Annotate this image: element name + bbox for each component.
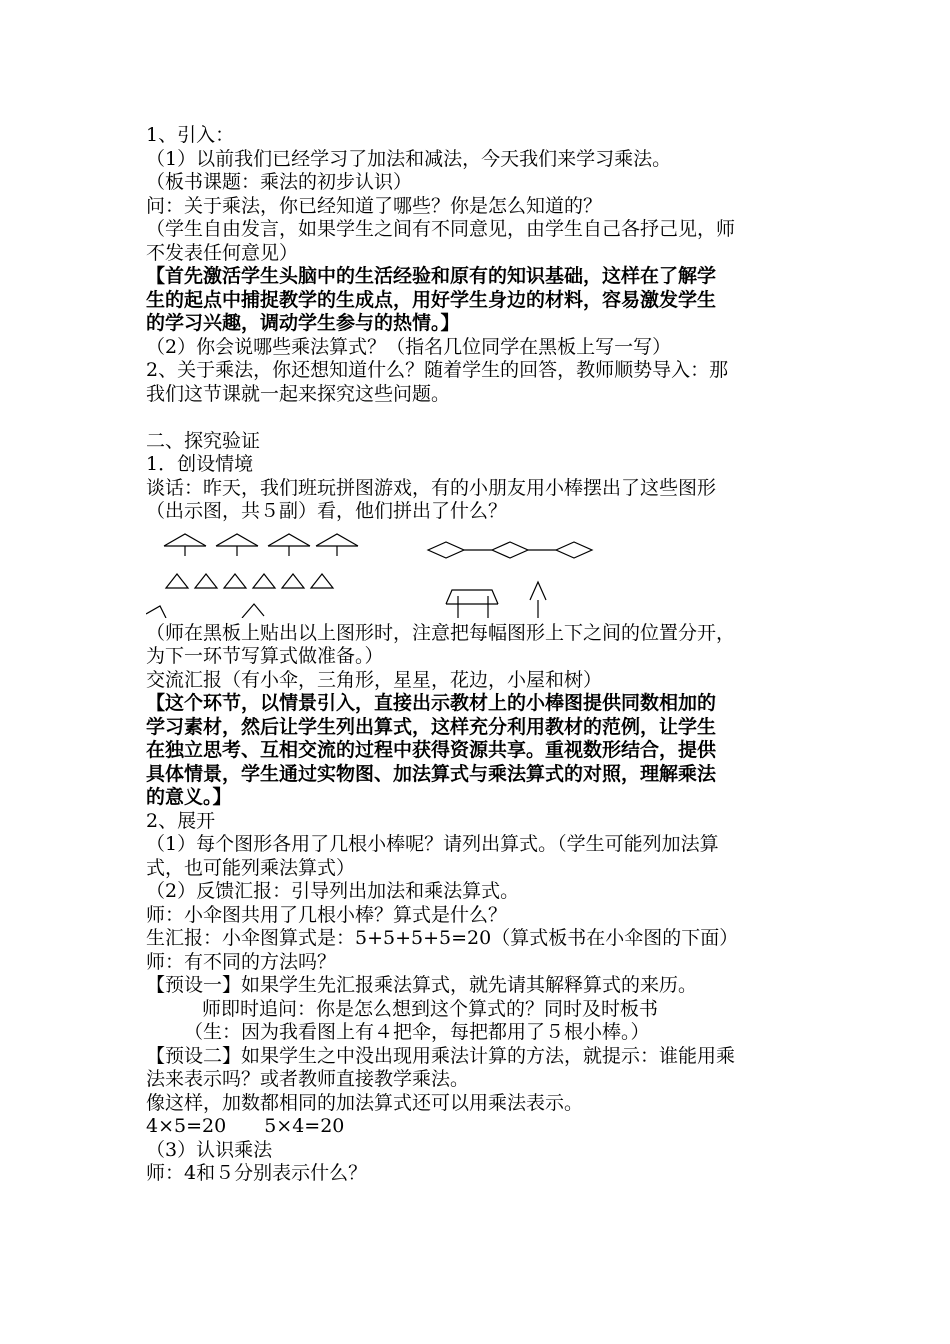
commentary-bold: 生的起点中捕捉教学的生成点，用好学生身边的材料，容易激发学生 (146, 288, 717, 311)
umbrella-icon (164, 534, 206, 556)
paragraph-indented: 师即时追问：你是怎么想到这个算式的？同时及时板书 (202, 997, 659, 1020)
triangle-icon (311, 574, 333, 588)
triangle-icon (166, 574, 188, 588)
paragraph: （3）认识乘法 (146, 1138, 273, 1161)
triangle-icon (253, 574, 275, 588)
star-icon (242, 604, 264, 618)
umbrella-icon (268, 534, 310, 556)
commentary-bold: 【这个环节，以情景引入，直接出示教材上的小棒图提供同数相加的 (146, 692, 717, 714)
equation-line: 4×5=20 5×4=20 (146, 1115, 345, 1137)
subsection-heading: 1．创设情境 (146, 453, 254, 475)
paragraph: （板书课题：乘法的初步认识） (146, 171, 413, 193)
diamond-icon (428, 542, 464, 558)
paragraph-indented: （生：因为我看图上有４把伞，每把都用了５根小棒。） (184, 1021, 650, 1043)
section-heading: 二、探究验证 (146, 429, 261, 452)
heading-intro: 1、引入： (146, 124, 235, 146)
commentary-bold: 在独立思考、互相交流的过程中获得资源共享。重视数形结合，提供 (146, 739, 717, 761)
paragraph: 我们这节课就一起来探究这些问题。 (146, 382, 451, 405)
paragraph: （2）反馈汇报：引导列出加法和乘法算式。 (146, 880, 520, 902)
stick-figures (146, 526, 816, 618)
paragraph: 【预设一】如果学生先汇报乘法算式，就先请其解释算式的来历。 (146, 974, 698, 996)
diamond-icon (556, 542, 592, 558)
paragraph: 师：有不同的方法吗？ (146, 950, 337, 973)
commentary-bold: 学习素材，然后让学生列出算式，这样充分利用教材的范例，让学生 (146, 715, 717, 738)
umbrella-icon (316, 534, 358, 556)
triangle-icon (195, 574, 217, 588)
commentary-bold: 的意义。】 (146, 786, 232, 808)
triangle-icon (282, 574, 304, 588)
paragraph: 式，也可能列乘法算式） (146, 856, 356, 879)
paragraph: 师：小伞图共用了几根小棒？算式是什么？ (146, 903, 508, 926)
overlap-region (146, 622, 816, 669)
tree-icon (530, 582, 546, 618)
paragraph: 师：4和５分别表示什么？ (146, 1162, 368, 1184)
paragraph: 像这样，加数都相同的加法算式还可以用乘法表示。 (146, 1091, 584, 1114)
paragraph: 法来表示吗？或者教师直接教学乘法。 (146, 1068, 470, 1090)
commentary-bold: 【首先激活学生头脑中的生活经验和原有的知识基础，这样在了解学 (146, 265, 717, 287)
stick-figures-drawing (146, 526, 816, 618)
paragraph: 问：关于乘法，你已经知道了哪些？你是怎么知道的？ (146, 194, 603, 217)
paragraph: 不发表任何意见） (146, 241, 299, 264)
spacer (146, 406, 816, 430)
house-icon (446, 590, 498, 618)
paragraph: 为下一环节写算式做准备。） (146, 645, 384, 667)
paragraph: （学生自由发言，如果学生之间有不同意见，由学生自己各抒己见，师 (146, 218, 736, 240)
document-page (146, 124, 816, 1186)
paragraph: （出示图，共５副）看，他们拼出了什么？ (146, 500, 508, 522)
paragraph: 生汇报：小伞图算式是：5+5+5+5=20（算式板书在小伞图的下面） (146, 927, 739, 949)
paragraph: 【预设二】如果学生之中没出现用乘法计算的方法，就提示：谁能用乘 (146, 1044, 736, 1067)
paragraph: 谈话：昨天，我们班玩拼图游戏，有的小朋友用小棒摆出了这些图形 (146, 476, 717, 499)
paragraph: （师在黑板上贴出以上图形时，注意把每幅图形上下之间的位置分开， (146, 621, 736, 644)
diamond-icon (492, 542, 528, 558)
umbrella-icon (216, 534, 258, 556)
paragraph: 2、关于乘法，你还想知道什么？随着学生的回答，教师顺势导入：那 (146, 359, 729, 381)
paragraph: （1）每个图形各用了几根小棒呢？请列出算式。（学生可能列加法算 (146, 833, 719, 855)
paragraph: 交流汇报（有小伞，三角形，星星，花边，小屋和树） (146, 668, 603, 691)
star-icon (146, 606, 166, 618)
commentary-bold: 具体情景，学生通过实物图、加法算式与乘法算式的对照，理解乘法 (146, 762, 717, 785)
paragraph: （1）以前我们已经学习了加法和减法，今天我们来学习乘法。 (146, 147, 672, 170)
triangle-icon (224, 574, 246, 588)
paragraph: （2）你会说哪些乘法算式？（指名几位同学在黑板上写一写） (146, 335, 672, 358)
commentary-bold: 的学习兴趣，调动学生参与的热情。】 (146, 312, 460, 334)
subsection-heading: 2、展开 (146, 809, 216, 832)
